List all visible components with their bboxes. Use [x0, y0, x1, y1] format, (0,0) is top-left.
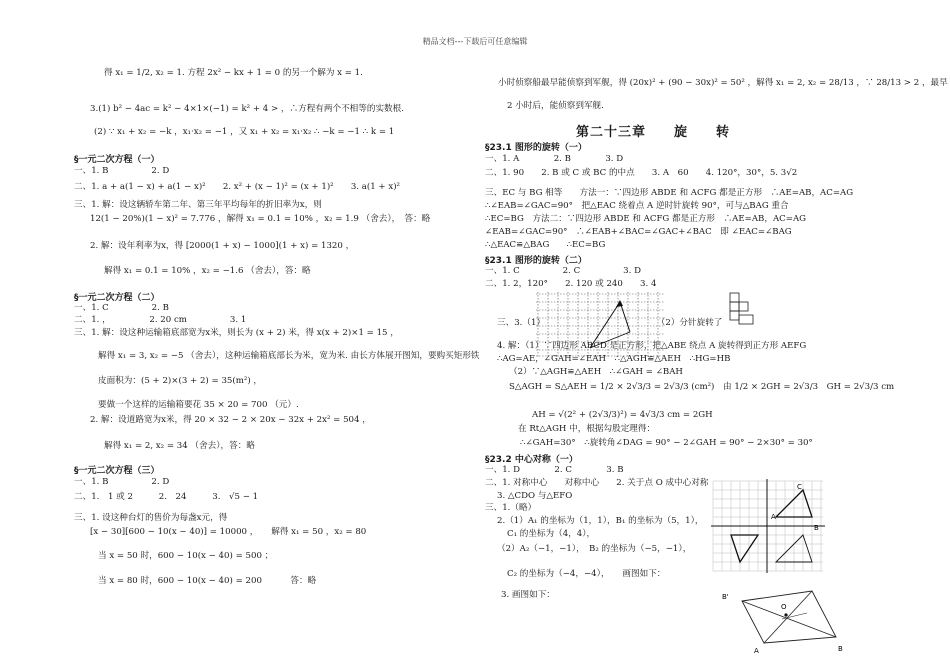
point-label-o: O [781, 603, 787, 611]
answer-line: 二、1. 1 或 2 2. 24 3. √5 − 1 [74, 492, 259, 502]
section-heading: §23.1 图形的旋转（二） [485, 256, 587, 266]
answer-line: 在 Rt△AGH 中，根据勾股定理得： [518, 424, 656, 434]
answer-line: C₂ 的坐标为（−4，−4）， 画图如下： [507, 569, 666, 579]
coordinate-grid-figure [709, 477, 827, 577]
answer-line: 三、1. 解：设这辆轿车第二年、第三年平均每年的折旧率为x，则 [74, 200, 322, 210]
answer-line: （2）A₂（−1，−1）， B₂ 的坐标为（−5，−1）， [497, 544, 692, 554]
answer-line: [x − 30][600 − 10(x − 40)] = 10000 ， 解得 x₁ = 50 ，x₂ = 80 [90, 527, 367, 537]
answer-line: ∴AG=AE，∠GAH=∠EAH ∴△AGH≌△AEH ∴HG=HB [497, 354, 731, 364]
answer-line: ∴△EAC≌△BAG ∴EC=BG [485, 240, 606, 250]
answer-line: ∴∠EAB=∠GAC=90° 把△EAC 绕着点 A 逆时针旋转 90°，可与△BAG 重合 [485, 201, 789, 211]
answer-line: 三、1. 设这种台灯的售价为每盏x元，得 [74, 513, 228, 523]
answer-line: 一、1. C 2. B [74, 303, 169, 313]
answer-line: 二、1. a + a(1 − x) + a(1 − x)² 2. x² + (x − 1)² = (x + 1)² 3. a(1 + x)² [74, 182, 400, 192]
answer-line: 一、1. B 2. D [74, 477, 170, 487]
answer-line: 三、EC 与 BG 相等 方法一：∵四边形 ABDE 和 ACFG 都是正方形 ∴AE=AB，AC=AG [485, 188, 854, 198]
answer-line: 3. 画图如下： [501, 590, 555, 600]
section-heading: §一元二次方程（三） [74, 466, 160, 476]
point-label-a: A [771, 513, 776, 521]
answer-line: 2 小时后，能侦察到军舰. [507, 101, 604, 111]
answer-line: 2.（1）A₁ 的坐标为（1，1），B₁ 的坐标为（5，1）， [497, 516, 704, 526]
answer-line: ∴∠GAH=30° ∴旋转角∠DAG = 90° − 2∠GAH = 90° − 2×30° = 30° [520, 438, 813, 448]
answer-line: 得 x₁ = 1/2, x₂ = 1. 方程 2x² − kx + 1 = 0 的另一个解为 x = 1. [104, 68, 363, 78]
answer-line: 解得 x₁ = 2, x₂ = 34 （舍去），答：略 [104, 441, 255, 451]
answer-line: AH = √(2² + (2√3/3)²) = 4√3/3 cm = 2GH [532, 410, 713, 420]
answer-line: 二、1. 2，120° 2. 120 或 240 3. 4 [485, 279, 657, 289]
answer-line: （2）∵△AGH≌△AEH ∴∠GAH = ∠BAH [509, 367, 683, 377]
answer-line: 解得 x₁ = 3, x₂ = −5 （舍去），这种运输箱底部长为米，宽为米. 由长方体展开图知，要购买矩形铁 [98, 351, 480, 361]
answer-line: 要做一个这样的运输箱要花 35 × 20 = 700 （元）. [98, 400, 299, 410]
answer-line: 当 x = 50 时，600 − 10(x − 40) = 500 ； [98, 551, 274, 561]
section-heading: §一元二次方程（二） [74, 293, 160, 303]
answer-line: 2. 解：设年利率为x，得 [2000(1 + x) − 1000](1 + x) = 1320 ， [90, 241, 355, 251]
answer-line: 二、1. 对称中心 对称中心 2. 关于点 O 成中心对称 [485, 478, 709, 488]
parallelogram-figure [712, 583, 862, 671]
section-heading: §一元二次方程（一） [74, 155, 160, 165]
answer-line: (2) ∵ x₁ + x₂ = −k ，x₁·x₂ = −1 ，又 x₁ + x₂ = x₁·x₂ ∴ −k = −1 ∴ k = 1 [94, 127, 395, 137]
answer-line: 4. 解：（1）∵四边形 ABCD 是正方形，把△ABE 绕点 A 旋转得到正方形 AEFG [497, 341, 807, 351]
page-header: 精品文档---下载后可任意编辑 [422, 37, 528, 46]
answer-line: 二、1. ， 2. 20 cm 3. 1 [74, 315, 247, 325]
answer-line: 三、3.（1） （2）分针旋转了 [497, 318, 723, 328]
point-label-a2: A [754, 647, 759, 655]
chapter-title: 第二十三章 旋 转 [576, 125, 731, 140]
answer-line: 2. 解：设道路宽为x米，得 20 × 32 − 2 × 20x − 32x + 2x² = 504 ， [90, 415, 371, 425]
section-heading: §23.1 图形的旋转（一） [485, 143, 587, 153]
point-label-c: C [797, 483, 802, 491]
square-pattern-figure [722, 291, 758, 331]
point-label-b-prime: B' [722, 593, 729, 601]
answer-line: 12(1 − 20%)(1 − x)² = 7.776 ，解得 x₁ = 0.1 = 10% ，x₂ = 1.9 （舍去）， 答：略 [90, 214, 431, 224]
answer-line: ∠EAB=∠GAC=90° ∴∠EAB+∠BAC=∠GAC+∠BAC 即 ∠EAC=∠BAG [485, 227, 792, 237]
answer-line: 当 x = 80 时，600 − 10(x − 40) = 200 答：略 [98, 576, 317, 586]
point-label-b: B [814, 524, 819, 532]
point-label-b2: B [838, 645, 843, 653]
answer-line: 三、1. 解：设这种运输箱底部宽为x米，则长为 (x + 2) 米，得 x(x + 2)×1 = 15 ， [74, 328, 399, 338]
answer-line: 3. △CDO 与△EFO [497, 491, 573, 501]
answer-line: 二、1. 90 2. B 或 C 或 BC 的中点 3. A 60 4. 120°，30°，5. 3√2 [485, 168, 798, 178]
answer-line: C₁ 的坐标为（4，4）， [507, 529, 596, 539]
answer-line: 3.(1) b² − 4ac = k² − 4×1×(−1) = k² + 4 > ，∴方程有两个不相等的实数根. [90, 104, 404, 114]
answer-line: 一、1. A 2. B 3. D [485, 154, 624, 164]
answer-line: 小时侦察船最早能侦察到军舰，得 (20x)² + (90 − 30x)² = 50² ，解得 x₁ = 2, x₂ = 28/13 ，∵ 28/13 > 2 ，最早 [498, 78, 948, 88]
section-heading: §23.2 中心对称（一） [485, 455, 578, 465]
answer-line: S△AGH = S△AEH = 1/2 × 2√3/3 = 2√3/3 (cm²) 由 1/2 × 2GH = 2√3/3 GH = 2√3/3 cm [509, 382, 895, 392]
answer-line: 一、1. D 2. C 3. B [485, 465, 624, 475]
answer-line: 一、1. B 2. D [74, 166, 170, 176]
answer-line: ∴EC=BG 方法二：∵四边形 ABDE 和 ACFG 都是正方形 ∴AE=AB，AC=AG [485, 214, 807, 224]
answer-line: 三、1.（略） [485, 503, 537, 513]
answer-line: 一、1. C 2. C 3. D [485, 266, 641, 276]
answer-line: 解得 x₁ = 0.1 = 10% ，x₂ = −1.6 （舍去），答：略 [104, 266, 311, 276]
answer-line: 皮面积为：(5 + 2)×(3 + 2) = 35(m²) ， [98, 376, 263, 386]
rotation-grid-figure [536, 292, 666, 358]
